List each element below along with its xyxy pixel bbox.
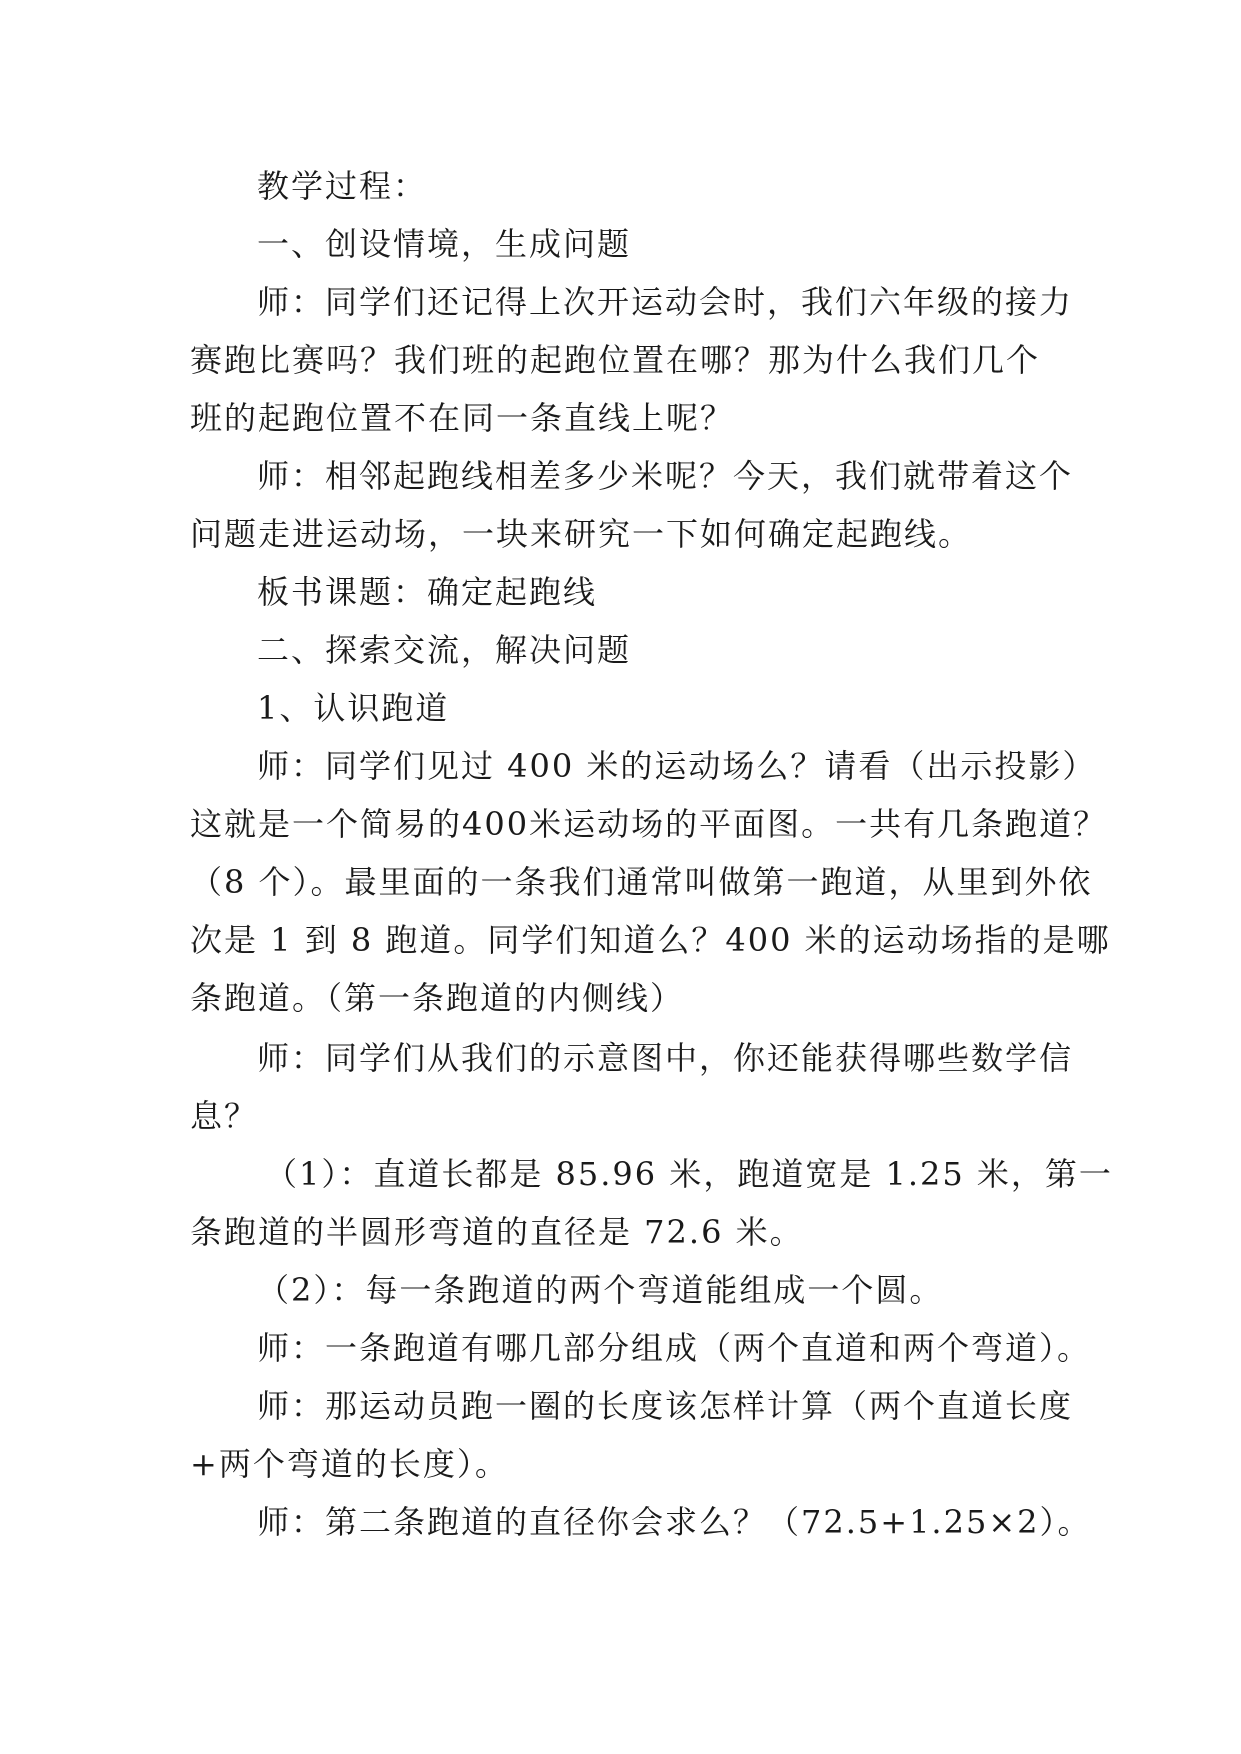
text-line: （8 个）。最里面的一条我们通常叫做第一跑道，从里到外依 bbox=[190, 863, 1093, 901]
text-line: 这就是一个简易的400米运动场的平面图。一共有几条跑道？ bbox=[190, 805, 1108, 843]
section-heading: 一、创设情境，生成问题 bbox=[257, 225, 632, 263]
text-line: 条跑道的半圆形弯道的直径是 72.6 米。 bbox=[190, 1213, 804, 1251]
text-line: 师：一条跑道有哪几部分组成（两个直道和两个弯道）。 bbox=[257, 1329, 1092, 1367]
text-line: 班的起跑位置不在同一条直线上呢？ bbox=[190, 399, 735, 437]
text-line: 师：相邻起跑线相差多少米呢？今天，我们就带着这个 bbox=[257, 457, 1074, 495]
text-line: 师：同学们还记得上次开运动会时，我们六年级的接力 bbox=[257, 283, 1074, 321]
section-heading: 二、探索交流，解决问题 bbox=[257, 631, 632, 669]
text-line: 次是 1 到 8 跑道。同学们知道么？400 米的运动场指的是哪 bbox=[190, 921, 1111, 959]
text-line: 师：同学们从我们的示意图中，你还能获得哪些数学信 bbox=[257, 1039, 1074, 1077]
text-line: 条跑道。（第一条跑道的内侧线） bbox=[190, 979, 685, 1017]
text-line: 息？ bbox=[190, 1097, 259, 1135]
text-line: （2）：每一条跑道的两个弯道能组成一个圆。 bbox=[257, 1271, 944, 1309]
text-line: 师：同学们见过 400 米的运动场么？请看（出示投影） bbox=[257, 747, 1097, 785]
text-line: 赛跑比赛吗？我们班的起跑位置在哪？那为什么我们几个 bbox=[190, 341, 1041, 379]
text-line: 板书课题：确定起跑线 bbox=[257, 573, 598, 611]
text-line: +两个弯道的长度）。 bbox=[190, 1445, 509, 1483]
text-line: 师：第二条跑道的直径你会求么？（72.5+1.25×2）。 bbox=[257, 1503, 1092, 1541]
text-line: 教学过程： bbox=[257, 167, 428, 205]
text-line: 师：那运动员跑一圈的长度该怎样计算（两个直道长度 bbox=[257, 1387, 1074, 1425]
text-line: 问题走进运动场，一块来研究一下如何确定起跑线。 bbox=[190, 515, 973, 553]
text-line: （1）：直道长都是 85.96 米，跑道宽是 1.25 米，第一 bbox=[265, 1155, 1113, 1193]
subsection-heading: 1、认识跑道 bbox=[257, 689, 450, 727]
